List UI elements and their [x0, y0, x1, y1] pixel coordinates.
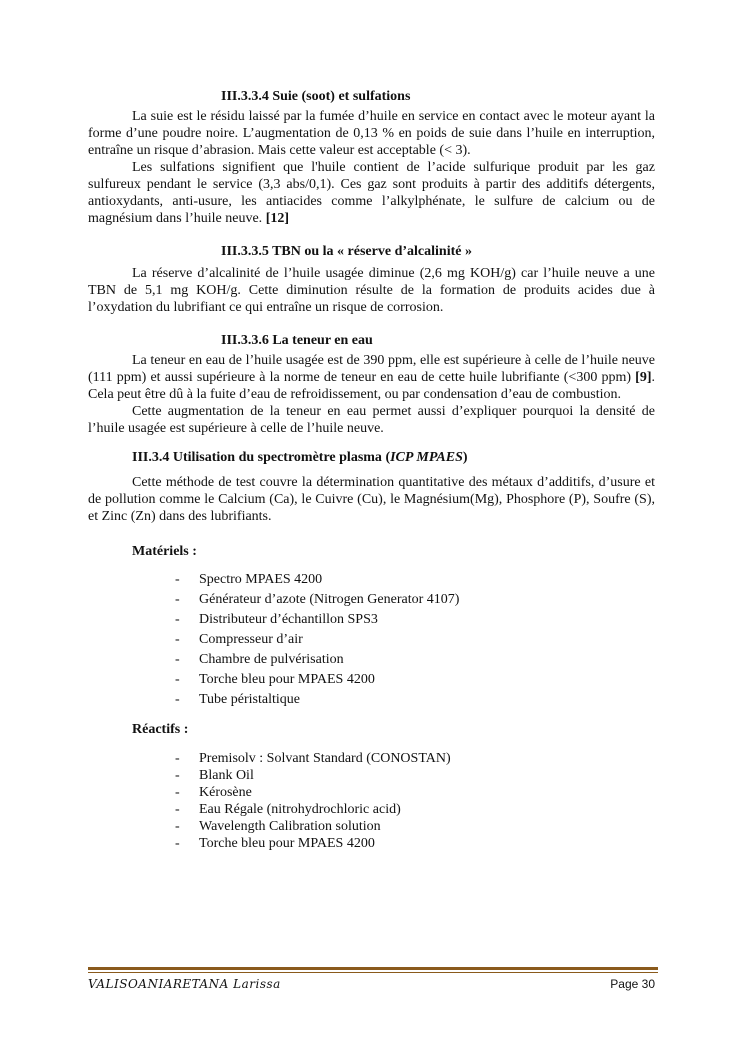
heading-spectrometre-paren-close: ) — [462, 450, 468, 465]
list-item — [175, 767, 655, 784]
materiels-list — [88, 571, 655, 708]
list-item — [175, 801, 655, 818]
footer-rule — [88, 967, 658, 973]
list-dash-marker: - — [175, 592, 180, 607]
list-item — [175, 571, 655, 588]
list-dash-marker: - — [175, 652, 180, 667]
paragraph-teneur-eau-text-b: . Cela peut être dû à la fuite d’eau de refroidissement, ou par condensation d’eau de combustion. — [88, 370, 655, 402]
list-dash-marker: - — [175, 692, 180, 707]
heading-teneur-eau: III.3.3.6 La teneur en eau — [221, 333, 373, 348]
list-item-text: Distributeur d’échantillon SPS3 — [199, 612, 378, 627]
footer-rule-thin — [88, 972, 658, 973]
heading-spectrometre — [88, 449, 655, 466]
list-dash-marker: - — [175, 785, 180, 800]
list-item — [175, 631, 655, 648]
list-item-text: Spectro MPAES 4200 — [199, 572, 323, 587]
list-dash-marker: - — [175, 802, 180, 817]
paragraph-suie: La suie est le résidu laissé par la fumée d’huile en service en contact avec le moteur ayant la forme d’une poudre noire. L’augmentation de 0,13 % en poids de suie dans l’huile en interruption, entraîne un risque d’abrasion. Mais cette valeur est acceptable (< 3). — [88, 109, 655, 158]
heading-spectrometre-icp: ICP MPAES — [390, 450, 463, 465]
list-item-text: Eau Régale (nitrohydrochloric acid) — [199, 802, 401, 817]
list-dash-marker: - — [175, 672, 180, 687]
list-item — [175, 835, 655, 852]
list-item — [175, 750, 655, 767]
list-item-text: Compresseur d’air — [199, 632, 303, 647]
list-item-text: Torche bleu pour MPAES 4200 — [199, 672, 375, 687]
heading-spectrometre-text: III.3.4 Utilisation du spectromètre plasma — [132, 450, 386, 465]
list-item-text: Chambre de pulvérisation — [199, 652, 344, 667]
list-dash-marker: - — [175, 751, 180, 766]
list-item — [175, 591, 655, 608]
heading-spectrometre-paren-open: ( — [385, 450, 391, 465]
citation-9: [9] — [635, 370, 652, 385]
paragraph-tbn: La réserve d’alcalinité de l’huile usagée diminue (2,6 mg KOH/g) car l’huile neuve a une TBN de 5,1 mg KOH/g. Cette diminution résulte de la formation de produits acides due à l’oxydation du lubrifiant ce qui entraîne un risque de corrosion. — [88, 266, 655, 315]
list-dash-marker: - — [175, 836, 180, 851]
list-dash-marker: - — [175, 632, 180, 647]
list-dash-marker: - — [175, 612, 180, 627]
paragraph-sulfations-text: Les sulfations signifient que l'huile contient de l’acide sulfurique produit par les gaz sulfureux pendant le service (3,3 abs/0,1). Ces gaz sont produits à partir des additifs détergents, antioxydants, anti-usure, les antiacides comme l’alkylphénate, le sulfure de calcium ou de magnésium dans l’huile neuve. — [88, 160, 655, 226]
list-dash-marker: - — [175, 572, 180, 587]
heading-materiels: Matériels : — [132, 544, 197, 559]
list-item-text: Blank Oil — [199, 768, 254, 783]
list-item-text: Premisolv : Solvant Standard (CONOSTAN) — [199, 751, 451, 766]
list-item — [175, 818, 655, 835]
heading-reactifs: Réactifs : — [132, 722, 189, 737]
citation-12: [12] — [265, 211, 290, 226]
page-number: Page 30 — [610, 977, 655, 991]
list-item — [175, 651, 655, 668]
list-item — [175, 611, 655, 628]
heading-suie-sulfations: III.3.3.4 Suie (soot) et sulfations — [221, 89, 411, 104]
list-item-text: Tube péristaltique — [199, 692, 300, 707]
list-dash-marker: - — [175, 819, 180, 834]
heading-tbn: III.3.3.5 TBN ou la « réserve d’alcalinité » — [221, 244, 472, 259]
paragraph-densite: Cette augmentation de la teneur en eau permet aussi d’expliquer pourquoi la densité de l’huile usagée est supérieure à celle de l’huile neuve. — [88, 404, 655, 436]
list-item — [175, 691, 655, 708]
list-item — [175, 784, 655, 801]
reactifs-list — [88, 750, 655, 852]
list-item — [175, 671, 655, 688]
paragraph-teneur-eau — [88, 352, 655, 403]
paragraph-methode: Cette méthode de test couvre la détermination quantitative des métaux d’additifs, d’usure et de pollution comme le Calcium (Ca), le Cuivre (Cu), le Magnésium(Mg), Phosphore (P), Soufre (S), et Zinc (Zn) dans des lubrifiants. — [88, 475, 655, 524]
list-item-text: Générateur d’azote (Nitrogen Generator 4107) — [199, 592, 460, 607]
list-item-text: Torche bleu pour MPAES 4200 — [199, 836, 375, 851]
footer-rule-thick — [88, 967, 658, 970]
list-item-text: Wavelength Calibration solution — [199, 819, 381, 834]
list-item-text: Kérosène — [199, 785, 252, 800]
footer-author: VALISOANIARETANA Larissa — [88, 977, 281, 991]
paragraph-teneur-eau-text-a: La teneur en eau de l’huile usagée est de 390 ppm, elle est supérieure à celle de l’huile neuve (111 ppm) et aussi supérieure à la norme de teneur en eau de cette huile lubrifiante (<300 ppm) — [88, 353, 655, 385]
list-dash-marker: - — [175, 768, 180, 783]
paragraph-sulfations — [88, 159, 655, 227]
page-body — [88, 88, 655, 852]
